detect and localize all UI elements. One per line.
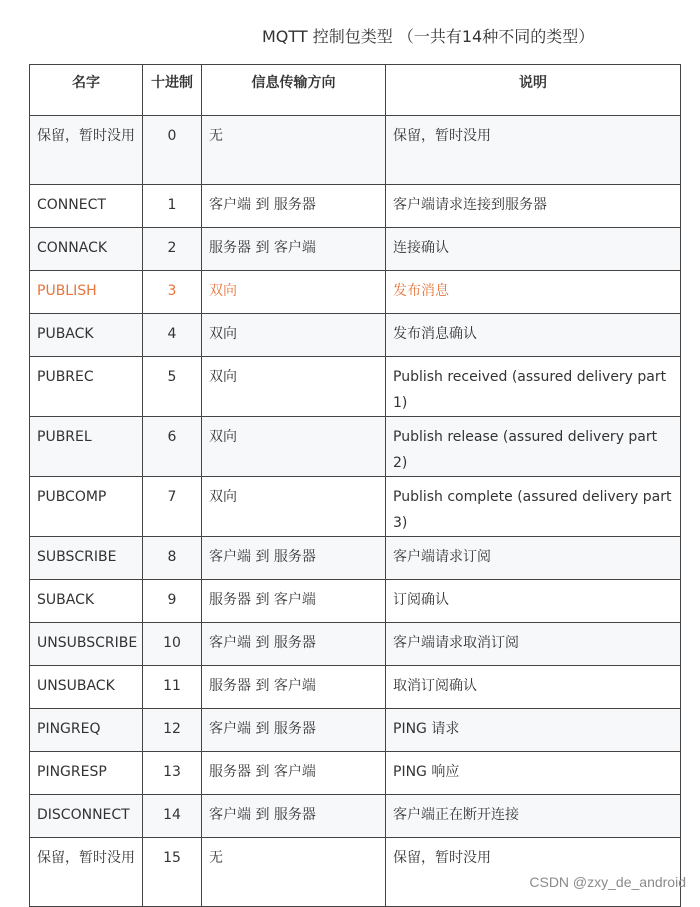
table-row [30,752,681,795]
cell-direction: 双向 [202,357,386,417]
cell-direction: 无 [202,116,386,185]
cell-description: 保留，暂时没用 [386,116,681,185]
cell-direction: 服务器 到 客户端 [202,228,386,271]
header-description: 说明 [386,65,681,116]
cell-description: Publish received (assured delivery part 1) [386,357,681,417]
cell-description: 客户端请求订阅 [386,537,681,580]
cell-name: UNSUBACK [30,666,143,709]
table-row [30,580,681,623]
cell-description: 客户端请求取消订阅 [386,623,681,666]
cell-decimal: 4 [143,314,202,357]
cell-decimal: 7 [143,477,202,537]
cell-decimal: 8 [143,537,202,580]
table-row [30,185,681,228]
header-row [30,65,681,116]
cell-direction: 客户端 到 服务器 [202,709,386,752]
cell-description: 连接确认 [386,228,681,271]
cell-name: PINGRESP [30,752,143,795]
table-row [30,314,681,357]
cell-direction: 双向 [202,314,386,357]
cell-decimal: 5 [143,357,202,417]
cell-description: PING 请求 [386,709,681,752]
cell-description: 订阅确认 [386,580,681,623]
cell-name: PUBREC [30,357,143,417]
cell-name: UNSUBSCRIBE [30,623,143,666]
cell-direction: 双向 [202,477,386,537]
cell-name: 保留，暂时没用 [30,838,143,907]
table-row [30,357,681,417]
table-row [30,228,681,271]
cell-direction: 客户端 到 服务器 [202,537,386,580]
table-row [30,537,681,580]
cell-description: 发布消息确认 [386,314,681,357]
table-row [30,838,681,907]
cell-description: PING 响应 [386,752,681,795]
cell-name: SUBSCRIBE [30,537,143,580]
cell-name: PUBREL [30,417,143,477]
cell-decimal: 12 [143,709,202,752]
table-row [30,666,681,709]
table-row [30,709,681,752]
cell-decimal: 14 [143,795,202,838]
cell-description: 客户端请求连接到服务器 [386,185,681,228]
cell-name: CONNACK [30,228,143,271]
cell-name: DISCONNECT [30,795,143,838]
cell-name: PUBACK [30,314,143,357]
cell-direction: 客户端 到 服务器 [202,185,386,228]
cell-decimal: 13 [143,752,202,795]
cell-decimal: 0 [143,116,202,185]
cell-description: 保留，暂时没用 [386,838,681,907]
cell-direction: 双向 [202,417,386,477]
table-row [30,116,681,185]
cell-decimal: 1 [143,185,202,228]
cell-direction: 服务器 到 客户端 [202,580,386,623]
table-row [30,417,681,477]
cell-decimal: 2 [143,228,202,271]
cell-direction: 服务器 到 客户端 [202,666,386,709]
cell-name: SUBACK [30,580,143,623]
cell-description: Publish release (assured delivery part 2) [386,417,681,477]
cell-name: 保留，暂时没用 [30,116,143,185]
cell-name: PUBLISH [30,271,143,314]
watermark: CSDN @zxy_de_android [529,874,686,890]
cell-direction: 客户端 到 服务器 [202,623,386,666]
cell-decimal: 9 [143,580,202,623]
cell-decimal: 3 [143,271,202,314]
cell-description: Publish complete (assured delivery part 3) [386,477,681,537]
cell-direction: 双向 [202,271,386,314]
table-row [30,795,681,838]
cell-decimal: 11 [143,666,202,709]
mqtt-packet-types-table [29,64,681,907]
cell-decimal: 6 [143,417,202,477]
table-row [30,477,681,537]
table-row [30,271,681,314]
cell-decimal: 10 [143,623,202,666]
cell-name: PUBCOMP [30,477,143,537]
header-name: 名字 [30,65,143,116]
cell-direction: 服务器 到 客户端 [202,752,386,795]
cell-description: 客户端正在断开连接 [386,795,681,838]
cell-direction: 客户端 到 服务器 [202,795,386,838]
cell-decimal: 15 [143,838,202,907]
table-title: MQTT 控制包类型 （一共有14种不同的类型） [262,27,595,46]
cell-name: PINGREQ [30,709,143,752]
header-direction: 信息传输方向 [202,65,386,116]
cell-name: CONNECT [30,185,143,228]
cell-direction: 无 [202,838,386,907]
cell-description: 取消订阅确认 [386,666,681,709]
table-row [30,623,681,666]
cell-description: 发布消息 [386,271,681,314]
header-decimal: 十进制 [143,65,202,116]
